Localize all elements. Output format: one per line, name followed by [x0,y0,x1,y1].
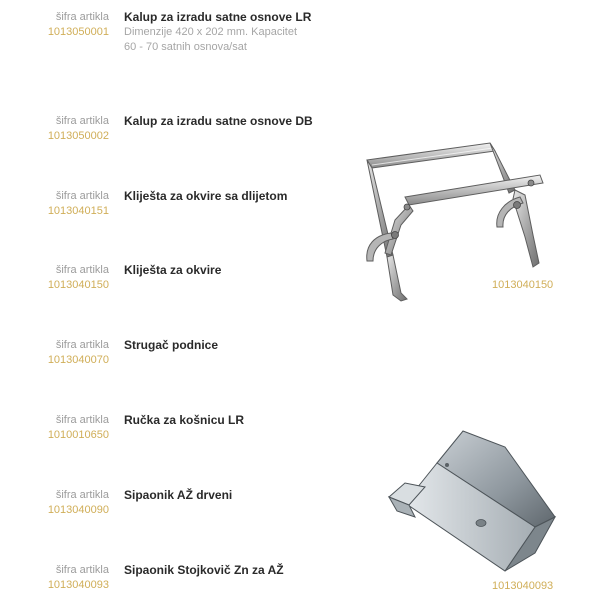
product-name: Kliješta za okvire [124,263,222,277]
product-name: Strugač podnice [124,338,219,352]
article-code-label: šifra artikla [55,11,109,23]
article-code: 1013050001 [47,26,109,38]
product-info [124,488,344,503]
article-code-label: šifra artikla [55,190,109,202]
article-code-label: šifra artikla [55,339,109,351]
article-code-label: šifra artikla [55,564,109,576]
product-info [124,413,344,428]
article-code: 1013040093 [47,579,109,591]
article-code: 1013040090 [47,504,109,516]
product-name: Ručka za košnicu LR [124,413,245,427]
article-code-block [0,338,109,368]
product-name: Kalup za izradu satne osnove LR [124,10,312,24]
image-caption: 1013040150 [492,279,554,291]
product-info [124,263,344,278]
article-code-label: šifra artikla [55,414,109,426]
image-caption: 1013040093 [492,580,554,592]
product-description-line: Dimenzije 420 x 202 mm. Kapacitet [124,26,298,38]
article-code: 1013040150 [47,279,109,291]
article-code-block [0,563,109,593]
product-name: Kalup za izradu satne osnove DB [124,114,313,128]
article-code-label: šifra artikla [55,489,109,501]
product-info [124,563,344,578]
product-name: Kliješta za okvire sa dlijetom [124,189,288,203]
product-name: Sipaonik AŽ drveni [124,488,233,502]
article-code: 1013040070 [47,354,109,366]
product-info [124,338,344,353]
article-code-block [0,263,109,293]
article-code: 1013050002 [47,130,109,142]
article-code-block [0,413,109,443]
product-info [124,10,344,55]
article-code: 1010010650 [47,429,109,441]
article-code-label: šifra artikla [55,264,109,276]
article-code: 1013040151 [47,205,109,217]
article-code-block [0,488,109,518]
product-info [124,114,344,129]
product-description-line: 60 - 70 satnih osnova/sat [124,41,247,53]
article-code-block [0,189,109,219]
article-code-block [0,10,109,40]
product-info [124,189,344,204]
article-code-block [0,114,109,144]
article-code-label: šifra artikla [55,115,109,127]
product-name: Sipaonik Stojkovič Zn za AŽ [124,563,284,577]
honey-scoop-icon [385,425,565,575]
